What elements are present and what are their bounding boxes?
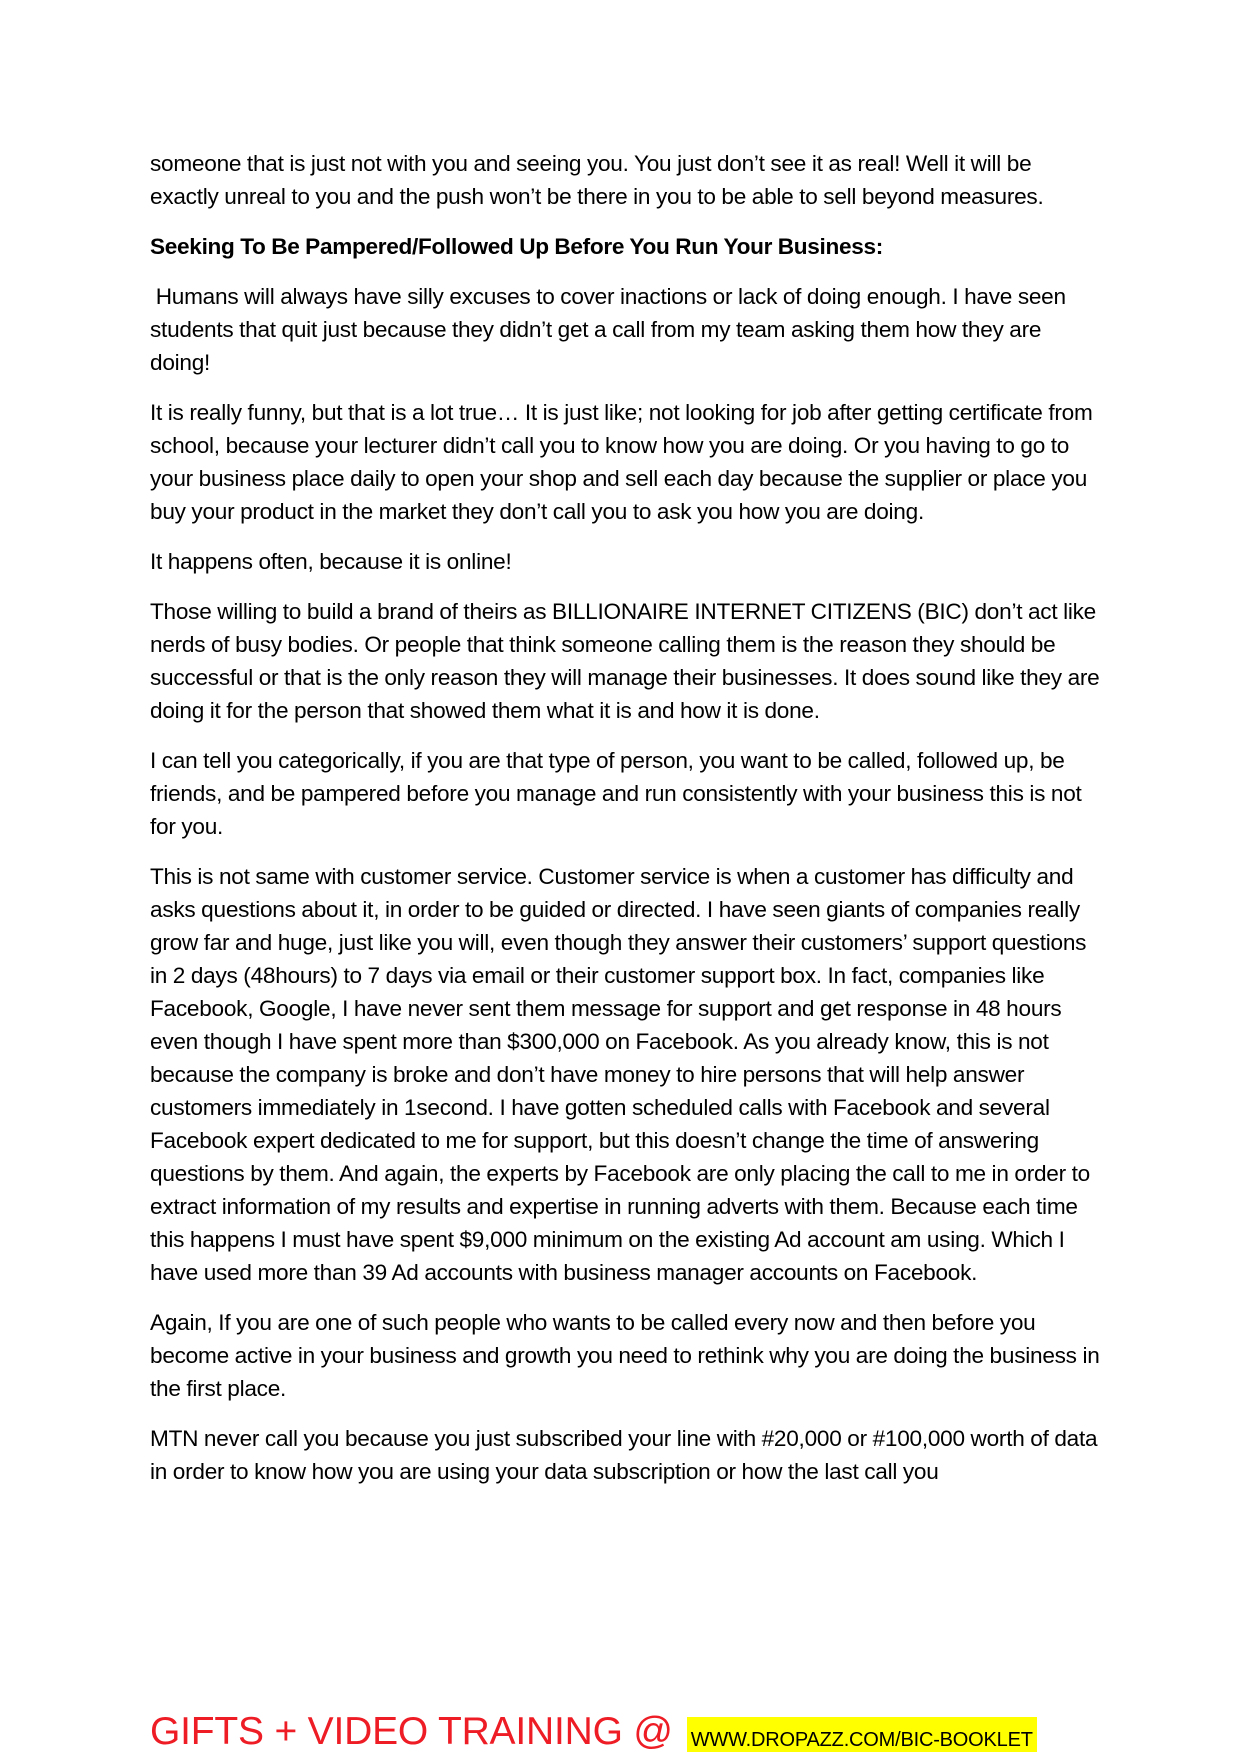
footer-booklet-link[interactable]: WWW.DROPAZZ.COM/BIC-BOOKLET bbox=[687, 1717, 1037, 1752]
paragraph: Those willing to build a brand of theirs as BILLIONAIRE INTERNET CITIZENS (BIC) don’t act like nerds of busy bodies. Or people that think someone calling them is the reason they should be successful or that is the only reason they will manage their businesses. It does sound like they are doing it for the person that showed them what it is and how it is done. bbox=[150, 599, 1100, 723]
paragraph: It is really funny, but that is a lot true… It is just like; not looking for job after getting certificate from school, because your lecturer didn’t call you to know how you are doing. Or you having to go to your business place daily to open your shop and sell each day because the supplier or place you buy your product in the market they don’t call you to ask you how you are doing. bbox=[150, 400, 1093, 524]
document-body bbox=[150, 147, 1100, 1505]
paragraph: MTN never call you because you just subscribed your line with #20,000 or #100,000 worth of data in order to know how you are using your data subscription or how the last call you bbox=[150, 1426, 1098, 1484]
paragraph: Again, If you are one of such people who wants to be called every now and then before you become active in your business and growth you need to rethink why you are doing the business in the first place. bbox=[150, 1310, 1100, 1401]
section-heading: Seeking To Be Pampered/Followed Up Before You Run Your Business: bbox=[150, 234, 884, 259]
footer-promo-bar bbox=[150, 1706, 1037, 1752]
paragraph: Humans will always have silly excuses to cover inactions or lack of doing enough. I have seen students that quit just because they didn’t get a call from my team asking them how they are doing! bbox=[150, 284, 1072, 375]
paragraph: someone that is just not with you and seeing you. You just don’t see it as real! Well it will be exactly unreal to you and the push won’t be there in you to be able to sell beyond measures. bbox=[150, 151, 1044, 209]
paragraph: It happens often, because it is online! bbox=[150, 549, 512, 574]
paragraph: I can tell you categorically, if you are that type of person, you want to be called, followed up, be friends, and be pampered before you manage and run consistently with your business this is not for you. bbox=[150, 748, 1082, 839]
footer-promo-text: GIFTS + VIDEO TRAINING @ bbox=[150, 1710, 673, 1753]
paragraph: This is not same with customer service. Customer service is when a customer has difficulty and asks questions about it, in order to be guided or directed. I have seen giants of companies really grow far and huge, just like you will, even though they answer their customers’ support questions in 2 days (48hours) to 7 days via email or their customer support box. In fact, companies like Facebook, Google, I have never sent them message for support and get response in 48 hours even though I have spent more than $300,000 on Facebook. As you already know, this is not because the company is broke and don’t have money to hire persons that will help answer customers immediately in 1second. I have gotten scheduled calls with Facebook and several Facebook expert dedicated to me for support, but this doesn’t change the time of answering questions by them. And again, the experts by Facebook are only placing the call to me in order to extract information of my results and expertise in running adverts with them. Because each time this happens I must have spent $9,000 minimum on the existing Ad account am using. Which I have used more than 39 Ad accounts with business manager accounts on Facebook. bbox=[150, 864, 1090, 1285]
